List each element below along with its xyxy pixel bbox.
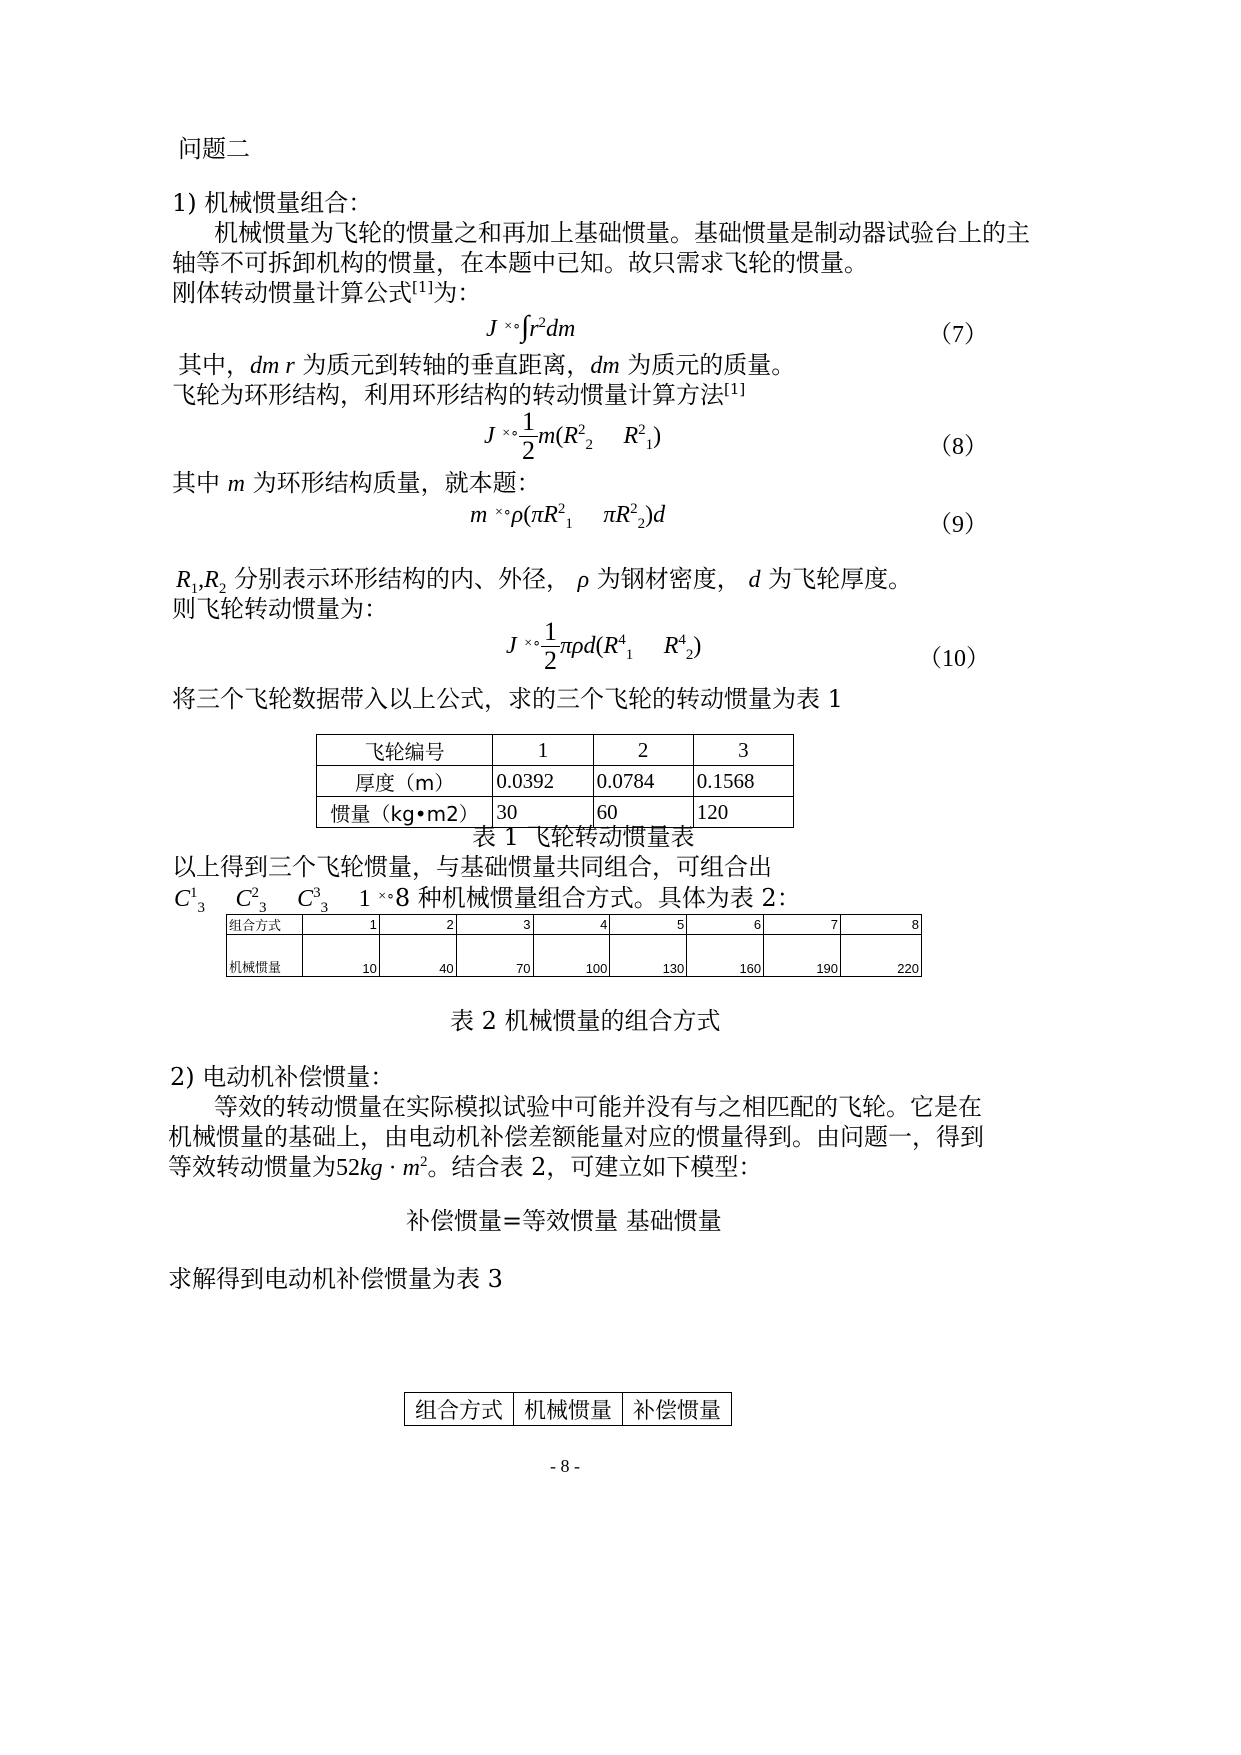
paragraph-3 — [172, 380, 745, 410]
table-cell: 厚度（m） — [317, 766, 493, 797]
paragraph-2-text: 刚体转动惯量计算公式 — [172, 279, 412, 307]
paragraph-10c-text: 等效转动惯量为 — [168, 1153, 336, 1181]
page-number: - 8 - — [550, 1456, 580, 1476]
table-row — [227, 935, 922, 977]
paragraph-10a: 等效的转动惯量在实际模拟试验中可能并没有与之相匹配的飞轮。它是在 — [214, 1093, 982, 1121]
paragraph-9: $C^1_3$ $C^2_3$ $C^3_3$ 1 ×∘8 种机械惯量组合方式。具体为表 2： — [174, 884, 801, 916]
table-cell: 160 — [687, 935, 764, 977]
table-cell: 30 — [493, 797, 593, 828]
paragraph-5-end: 为飞轮厚度。 — [768, 565, 913, 593]
table-cell: 飞轮编号 — [317, 735, 493, 766]
equation-10: J ×∘ $\frac{1}{2}$ $\pi\rho d(R^4_1$ $R^4_2$) — [506, 617, 702, 675]
paragraph-5-text: 分别表示环形结构的内、外径， — [233, 565, 570, 593]
paragraph-11: 求解得到电动机补偿惯量为表 3 — [168, 1265, 503, 1293]
subsection-title-2: 2) 电动机补偿惯量： — [170, 1063, 395, 1091]
compensation-table — [404, 1392, 732, 1426]
table-cell: 190 — [764, 935, 841, 977]
combination-table — [226, 914, 922, 977]
table-cell: 3 — [693, 735, 793, 766]
paragraph-2-end: 为： — [433, 279, 482, 307]
equation-7: J $^{\times\circ}\int r^2dm$ — [486, 310, 576, 343]
paragraph-3-text: 飞轮为环形结构，利用环形结构的转动惯量计算方法 — [172, 381, 724, 409]
model-equation: 补偿惯量=等效惯量 基础惯量 — [406, 1207, 722, 1235]
paragraph-10b: 机械惯量的基础上，由电动机补偿差额能量对应的惯量得到。由问题一，得到 — [168, 1123, 984, 1151]
paragraph-10c-value: 52 — [336, 1155, 360, 1181]
table-cell: 6 — [687, 915, 764, 935]
where1-dm2: dm — [590, 353, 620, 379]
table-cell: 组合方式 — [405, 1393, 514, 1426]
equation-10-number: （10） — [918, 646, 990, 672]
citation-ref: [1] — [412, 278, 434, 296]
paragraph-6: 则飞轮转动惯量为： — [172, 595, 388, 623]
paragraph-10c: 等效转动惯量为$52kg \cdot m^2$。结合表 2，可建立如下模型： — [168, 1153, 763, 1181]
section-heading: 问题二 — [178, 135, 250, 163]
table-cell: 0.1568 — [693, 766, 793, 797]
paragraph-5: $R_1,R_2$ 分别表示环形结构的内、外径， ρ 为钢材密度， d 为飞轮厚度。 — [176, 565, 913, 597]
equation-7-number: （7） — [928, 322, 988, 348]
equation-9-number: （9） — [928, 512, 988, 538]
paragraph-4 — [172, 468, 541, 499]
table-cell: 120 — [693, 797, 793, 828]
paragraph-7: 将三个飞轮数据带入以上公式，求的三个飞轮的转动惯量为表 1 — [172, 685, 843, 713]
paragraph-5-mid: 为钢材密度， — [596, 565, 741, 593]
table-row — [317, 766, 794, 797]
table-cell: 机械惯量 — [227, 935, 303, 977]
paragraph-10c-end: 。结合表 2，可建立如下模型： — [427, 1153, 763, 1181]
equation-8: J ×∘ $\frac{1}{2}$ $m(R^2_2$ $R^2_1$) — [484, 407, 662, 465]
paragraph-4-m: m — [227, 471, 245, 497]
paragraph-1b: 轴等不可拆卸机构的惯量，在本题中已知。故只需求飞轮的惯量。 — [172, 249, 868, 277]
paragraph-1a: 机械惯量为飞轮的惯量之和再加上基础惯量。基础惯量是制动器试验台上的主 — [214, 219, 1030, 247]
where1-dm: dm r — [250, 353, 295, 379]
where1-mid: 为质元到转轴的垂直距离， — [302, 351, 591, 379]
table-cell: 70 — [456, 935, 533, 977]
table-cell: 4 — [533, 915, 610, 935]
table-cell: 60 — [593, 797, 693, 828]
table-cell: 组合方式 — [227, 915, 303, 935]
table-row — [227, 915, 922, 935]
paragraph-9-text: 8 种机械惯量组合方式。具体为表 2： — [394, 884, 801, 912]
table-cell: 3 — [456, 915, 533, 935]
table-1-caption: 表 1 飞轮转动惯量表 — [472, 823, 695, 851]
citation-ref-2: [1] — [724, 380, 746, 398]
where1-end: 为质元的质量。 — [627, 351, 796, 379]
where1-text: 其中， — [178, 351, 250, 379]
paragraph-5-d: d — [748, 567, 761, 593]
table-cell: 机械惯量 — [514, 1393, 623, 1426]
equation-9: m $^{\times\circ}\rho(\pi R^2_1$ $\pi R^2_2)d$ — [470, 501, 666, 532]
table-2-caption: 表 2 机械惯量的组合方式 — [450, 1007, 721, 1035]
table-cell: 40 — [379, 935, 456, 977]
paragraph-where-1 — [178, 350, 795, 381]
table-row — [317, 735, 794, 766]
table-cell: 8 — [841, 915, 922, 935]
paragraph-5-rho: ρ — [577, 567, 590, 593]
equation-8-number: （8） — [928, 434, 988, 460]
table-cell: 2 — [379, 915, 456, 935]
table-cell: 惯量（kg•m2） — [317, 797, 493, 828]
table-cell: 补偿惯量 — [623, 1393, 732, 1426]
paragraph-4-end: 为环形结构质量，就本题： — [252, 469, 541, 497]
table-cell: 5 — [610, 915, 687, 935]
table-cell: 10 — [302, 935, 379, 977]
table-cell: 100 — [533, 935, 610, 977]
flywheel-table — [316, 734, 794, 828]
table-row — [405, 1393, 732, 1426]
table-cell: 220 — [841, 935, 922, 977]
table-cell: 130 — [610, 935, 687, 977]
table-cell: 1 — [302, 915, 379, 935]
table-cell: 2 — [593, 735, 693, 766]
table-cell: 0.0784 — [593, 766, 693, 797]
table-cell: 7 — [764, 915, 841, 935]
paragraph-8: 以上得到三个飞轮惯量，与基础惯量共同组合，可组合出 — [172, 853, 772, 881]
subsection-title-1: 1) 机械惯量组合： — [172, 189, 373, 217]
paragraph-4-text: 其中 — [172, 469, 220, 497]
paragraph-2 — [172, 278, 481, 308]
table-cell: 1 — [493, 735, 593, 766]
table-cell: 0.0392 — [493, 766, 593, 797]
